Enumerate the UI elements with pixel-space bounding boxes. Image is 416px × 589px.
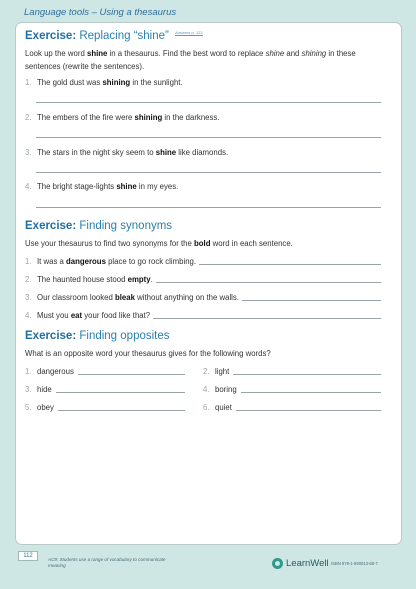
answer-line[interactable] (58, 410, 185, 411)
answer-line[interactable] (78, 374, 185, 375)
instr-italic: shine (265, 49, 285, 58)
item-bold: shine (155, 148, 177, 157)
item-word: quiet (215, 403, 232, 412)
item-text: your food like that? (82, 311, 151, 320)
item-text: in my eyes. (136, 182, 179, 191)
exercise1-instruction (25, 48, 390, 73)
isbn: ISBN 978-1-990013-68-7 (331, 561, 378, 566)
item-text: Our classroom looked (37, 293, 115, 302)
page-number: 112 (18, 551, 38, 561)
exercise1-item-1 (25, 78, 183, 87)
item-bold: empty (127, 275, 151, 284)
item-text: The haunted house stood (37, 275, 128, 284)
instr-italic: shining (301, 49, 327, 58)
answer-line[interactable] (241, 392, 381, 393)
answer-line[interactable] (153, 318, 381, 319)
answer-line[interactable] (233, 374, 381, 375)
exercise2-heading: Finding synonyms (79, 220, 173, 232)
brand-name: LearnWell (286, 558, 329, 569)
exercise3-item-4 (203, 385, 381, 394)
answer-line[interactable] (236, 410, 381, 411)
exercise3-heading: Finding opposites (79, 330, 170, 342)
item-number: 2. (25, 113, 32, 122)
item-number: 3. (25, 293, 32, 302)
item-bold: bleak (115, 293, 135, 302)
instr-bold: bold (194, 239, 211, 248)
instr-text: Look up the word (25, 49, 87, 58)
item-text: The stars in the night sky seem to (37, 148, 156, 157)
answer-line[interactable] (36, 172, 381, 173)
answer-line[interactable] (56, 392, 185, 393)
item-text: The bright stage-lights (37, 182, 117, 191)
item-text: Must you (37, 311, 71, 320)
item-number: 1. (25, 78, 32, 87)
item-number: 4. (203, 385, 210, 394)
item-text: place to go rock climbing. (105, 257, 197, 266)
item-word: dangerous (37, 367, 74, 376)
instr-bold: shine (86, 49, 108, 58)
item-number: 5. (25, 403, 32, 412)
exercise3-item-5 (25, 403, 185, 412)
answer-line[interactable] (199, 264, 381, 265)
answer-line[interactable] (36, 137, 381, 138)
exercise3-label: Exercise: (25, 330, 77, 342)
exercise1-item-4 (25, 182, 178, 191)
exercise3-item-1 (25, 367, 185, 376)
exercise1-heading: Replacing “shine” (79, 30, 169, 42)
item-bold: eat (70, 311, 83, 320)
learnwell-logo-icon (272, 558, 283, 569)
item-number: 1. (25, 367, 32, 376)
item-number: 4. (25, 311, 32, 320)
answer-line[interactable] (156, 282, 381, 283)
exercise2-item-1 (25, 257, 381, 266)
exercise1-label: Exercise: (25, 30, 77, 42)
answer-line[interactable] (36, 207, 381, 208)
item-text: The embers of the fire were (37, 113, 135, 122)
item-word: boring (215, 385, 237, 394)
exercise1-item-3 (25, 148, 228, 157)
item-bold: dangerous (66, 257, 106, 266)
exercise2-label: Exercise: (25, 220, 77, 232)
item-word: obey (37, 403, 54, 412)
item-text: like diamonds. (176, 148, 229, 157)
item-bold: shining (102, 78, 131, 87)
item-text: without anything on the walls. (134, 293, 239, 302)
item-number: 1. (25, 257, 32, 266)
item-number: 6. (203, 403, 210, 412)
exercise2-instruction (25, 238, 390, 251)
instr-text: Use your thesaurus to find two synonyms for the (25, 239, 195, 248)
exercise1-title (25, 30, 203, 42)
item-number: 2. (203, 367, 210, 376)
item-number: 3. (25, 148, 32, 157)
item-text: in the sunlight. (130, 78, 183, 87)
item-bold: shine (116, 182, 137, 191)
exercise1-item-2 (25, 113, 219, 122)
item-text: . (150, 275, 153, 284)
exercise1-ref[interactable]: Answers p. 123 (175, 30, 203, 35)
exercise2-title (25, 220, 172, 232)
answer-line[interactable] (36, 102, 381, 103)
brand-logo (272, 558, 329, 569)
exercise3-instruction: What is an opposite word your thesaurus gives for the following words? (25, 349, 271, 358)
item-number: 2. (25, 275, 32, 284)
exercise3-item-3 (25, 385, 185, 394)
exercise2-item-3 (25, 293, 381, 302)
instr-text: and (284, 49, 302, 58)
exercise2-item-4 (25, 311, 381, 320)
exercise2-item-2 (25, 275, 381, 284)
item-text: The gold dust was (37, 78, 103, 87)
item-number: 3. (25, 385, 32, 394)
curriculum-code: AC9: Students use a range of vocabulary to communicate meaning (48, 557, 166, 568)
item-word: hide (37, 385, 52, 394)
instr-text: in a thesaurus. Find the best word to replace (107, 49, 266, 58)
item-number: 4. (25, 182, 32, 191)
item-bold: shining (134, 113, 163, 122)
exercise3-title (25, 330, 170, 342)
item-text: It was a (37, 257, 67, 266)
instr-text: in these sentences (rewrite the sentences). (25, 49, 356, 71)
answer-line[interactable] (242, 300, 381, 301)
worksheet (15, 22, 402, 545)
item-word: light (215, 367, 230, 376)
item-text: in the darkness. (162, 113, 220, 122)
exercise3-item-2 (203, 367, 381, 376)
page-header: Language tools – Using a thesaurus (24, 7, 177, 18)
instr-text: word in each sentence. (210, 239, 293, 248)
exercise3-item-6 (203, 403, 381, 412)
